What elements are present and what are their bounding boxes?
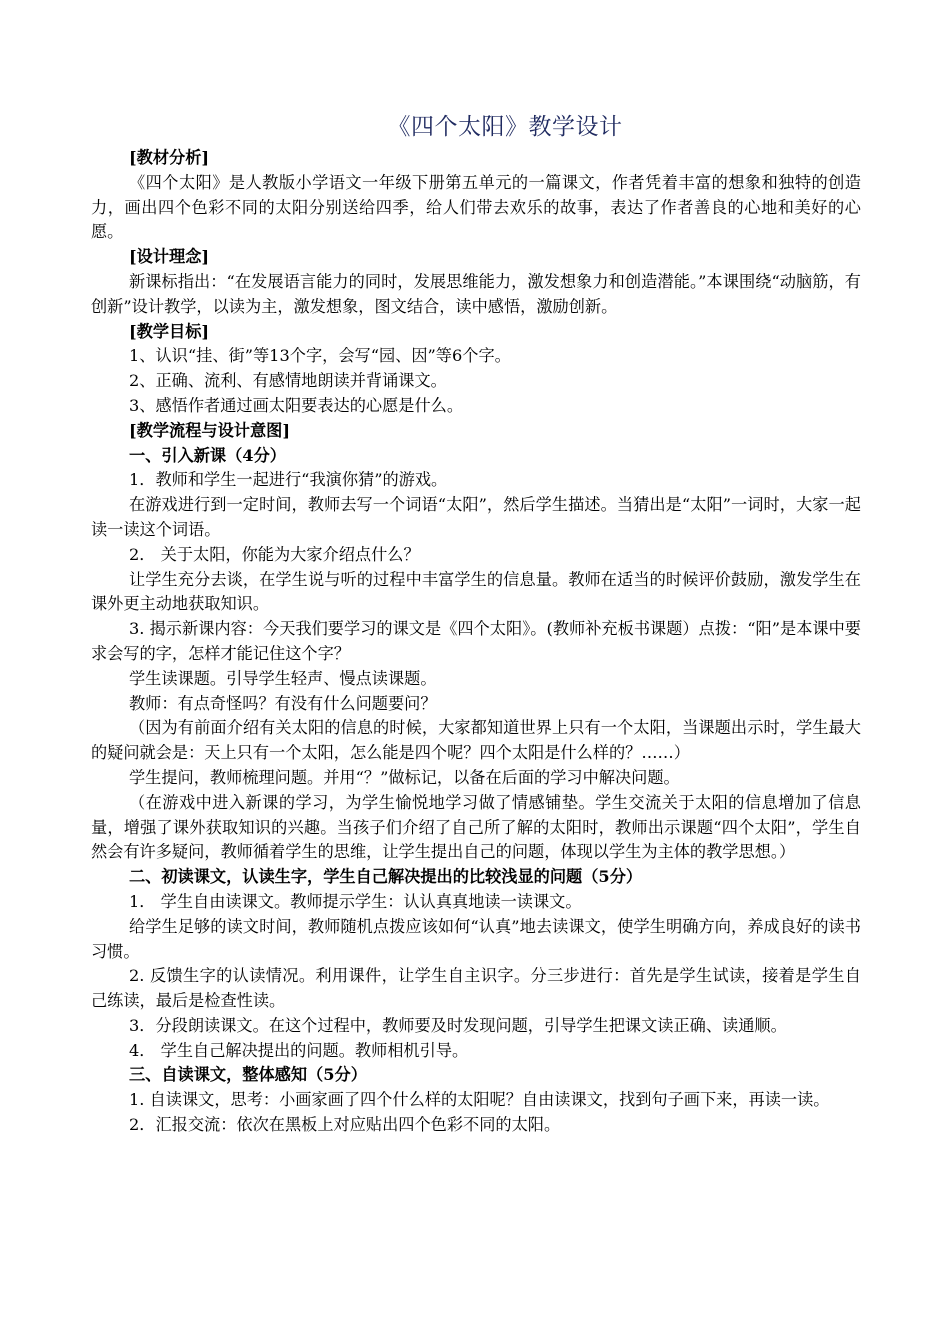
paragraph: 2． 关于太阳，你能为大家介绍点什么？: [129, 544, 420, 564]
paragraph: （因为有前面介绍有关太阳的信息的时候，大家都知道世界上只有一个太阳，当课题出示时，学生最大的疑问就会是：天上只有一个太阳，怎么能是四个呢？四个太阳是什么样的？……）: [91, 718, 861, 763]
paragraph: 给学生足够的读文时间，教师随机点拨应该如何“认真”地去读课文，使学生明确方向，养成良好的读书习惯。: [91, 916, 861, 961]
section-heading: [设计理念]: [129, 247, 210, 267]
paragraph: 3．分段朗读课文。在这个过程中，教师要及时发现问题，引导学生把课文读正确、读通顺。: [129, 1015, 787, 1035]
document-body: [91, 146, 861, 1138]
paragraph: 4． 学生自己解决提出的问题。教师相机引导。: [129, 1040, 469, 1060]
paragraph: 学生读课题。引导学生轻声、慢点读课题。: [129, 668, 437, 688]
paragraph: 新课标指出：“在发展语言能力的同时，发展思维能力，激发想象力和创造潜能。”本课围绕“动脑筋，有创新”设计教学，以读为主，激发想象，图文结合，读中感悟，激励创新。: [91, 271, 861, 316]
paragraph: 1、认识“挂、街”等13个字，会写“园、因”等6个字。: [129, 346, 511, 366]
section-heading: [教学目标]: [129, 321, 210, 341]
paragraph: （在游戏中进入新课的学习，为学生愉悦地学习做了情感铺垫。学生交流关于太阳的信息增加了信息量，增强了课外获取知识的兴趣。当孩子们介绍了自己所了解的太阳时，教师出示课题“四个太阳”，学生自然会有许多疑问，教师循着学生的思维，让学生提出自己的问题，体现以学生为主体的教学思想。）: [91, 792, 861, 862]
paragraph: 3. 揭示新课内容：今天我们要学习的课文是《四个太阳》。(教师补充板书课题）点拨：“阳”是本课中要求会写的字，怎样才能记住这个字？: [91, 619, 861, 663]
paragraph: 在游戏进行到一定时间，教师去写一个词语“太阳”，然后学生描述。当猜出是“太阳”一词时，大家一起读一读这个词语。: [91, 495, 861, 539]
paragraph: 1. 自读课文，思考：小画家画了四个什么样的太阳呢？自由读课文，找到句子画下来，再读一读。: [129, 1090, 830, 1110]
paragraph: 3、感悟作者通过画太阳要表达的心愿是什么。: [129, 395, 464, 415]
paragraph: 学生提问，教师梳理问题。并用“？”做标记，以备在后面的学习中解决问题。: [129, 767, 680, 787]
paragraph: 1． 学生自由读课文。教师提示学生：认认真真地读一读课文。: [129, 891, 582, 911]
paragraph: 2. 反馈生字的认读情况。利用课件，让学生自主识字。分三步进行：首先是学生试读，接着是学生自己练读，最后是检查性读。: [91, 966, 861, 1011]
paragraph: 2、正确、流利、有感情地朗读并背诵课文。: [129, 371, 447, 391]
paragraph: 2．汇报交流：依次在黑板上对应贴出四个色彩不同的太阳。: [129, 1115, 561, 1135]
paragraph: 教师：有点奇怪吗？有没有什么问题要问？: [129, 693, 437, 713]
section-heading: [教学流程与设计意图]: [129, 420, 291, 440]
flow-section-title: 一、引入新课（4分）: [129, 445, 286, 465]
paragraph: 让学生充分去谈，在学生说与听的过程中丰富学生的信息量。教师在适当的时候评价鼓励，激发学生在课外更主动地获取知识。: [91, 569, 861, 614]
flow-section-title: 三、自读课文，整体感知（5分）: [129, 1065, 367, 1085]
section-heading: [教材分析]: [129, 148, 210, 167]
paragraph: 1．教师和学生一起进行“我演你猜”的游戏。: [129, 470, 448, 490]
paragraph: 《四个太阳》是人教版小学语文一年级下册第五单元的一篇课文，作者凭着丰富的想象和独特的创造力，画出四个色彩不同的太阳分别送给四季，给人们带去欢乐的故事，表达了作者善良的心地和美好的心愿。: [91, 172, 861, 242]
flow-section-title: 二、初读课文，认读生字，学生自己解决提出的比较浅显的问题（5分）: [129, 867, 643, 887]
document-title: 《四个太阳》教学设计: [387, 114, 623, 140]
